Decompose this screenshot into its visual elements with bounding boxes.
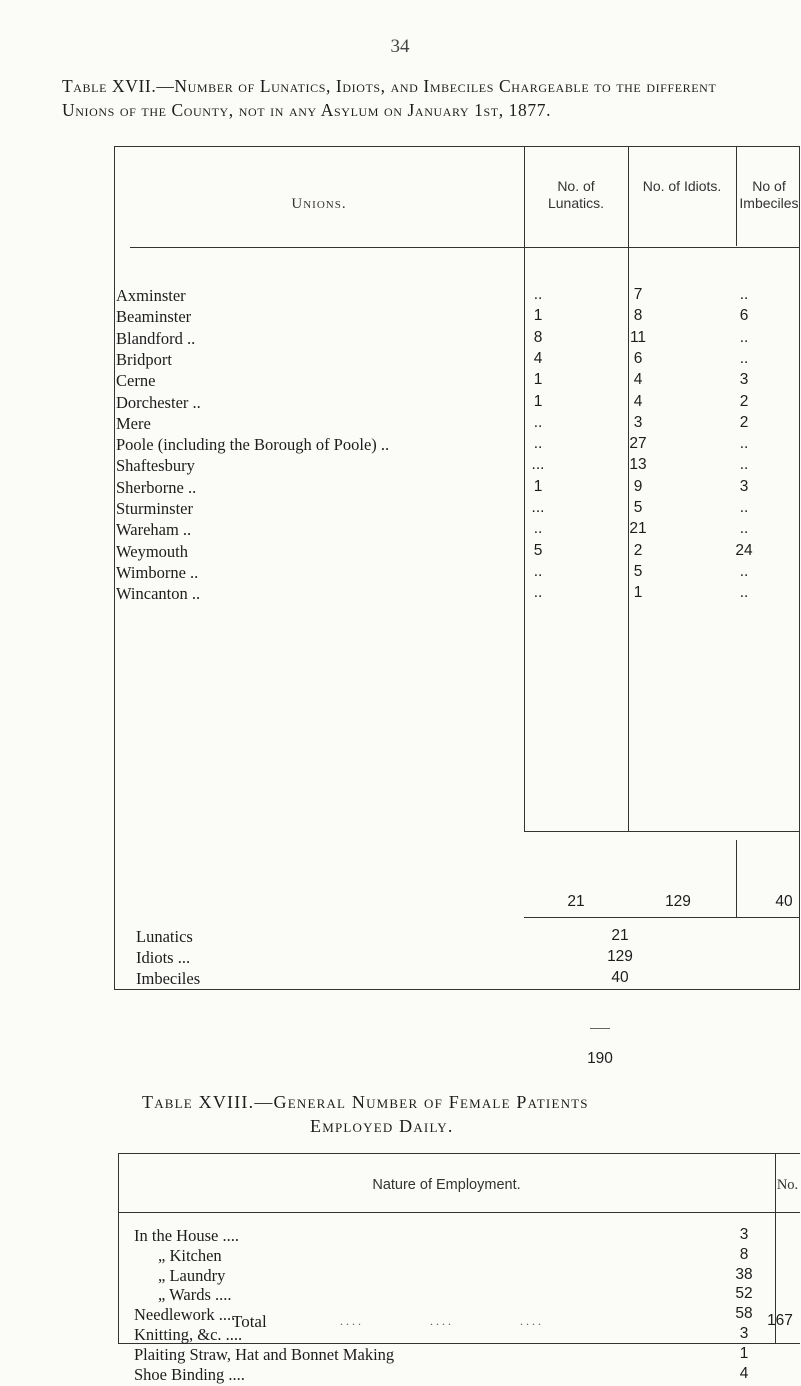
imbeciles-cell: .. xyxy=(739,349,749,367)
union-name: Dorchester .. xyxy=(116,392,201,412)
idiots-cell: 9 xyxy=(633,477,643,495)
total-label: Total xyxy=(232,1312,267,1331)
imbeciles-cell: 3 xyxy=(739,477,749,495)
header-unions: Unions. xyxy=(291,196,347,212)
lunatics-cell: ... xyxy=(531,456,545,474)
union-name: Poole (including the Borough of Poole) .. xyxy=(116,435,390,455)
header-lunatics: No. of Lunatics. xyxy=(547,178,605,211)
employment-name: In the House .... xyxy=(134,1226,239,1245)
table-row xyxy=(116,563,796,584)
total-value: 167 xyxy=(767,1312,793,1329)
employment-name: Plaiting Straw, Hat and Bonnet Making xyxy=(134,1344,395,1364)
imbeciles-cell: .. xyxy=(739,328,749,346)
table-18-top-rule xyxy=(118,1153,800,1154)
header-no: No. xyxy=(776,1177,799,1193)
lunatics-cell: .. xyxy=(533,413,543,431)
union-name: Weymouth xyxy=(116,541,188,561)
summary-row xyxy=(136,927,736,949)
employment-name: Shoe Binding .... xyxy=(134,1364,245,1384)
lunatics-cell: .. xyxy=(533,286,543,303)
employment-name: Needlework .... xyxy=(134,1305,236,1325)
table-row xyxy=(116,286,796,307)
table-row xyxy=(116,520,796,541)
table-17-title xyxy=(62,74,762,122)
summary-value: 40 xyxy=(611,969,629,986)
lunatics-cell: .. xyxy=(533,562,543,580)
employment-count: 38 xyxy=(735,1265,753,1283)
employment-count: 52 xyxy=(735,1285,753,1303)
employment-count: 58 xyxy=(735,1305,753,1323)
union-name: Cerne xyxy=(116,371,156,391)
table-17-left-rule xyxy=(114,146,115,989)
imbeciles-cell: .. xyxy=(739,456,749,474)
lunatics-cell: 4 xyxy=(533,349,543,367)
union-name: Mere xyxy=(116,413,151,433)
imbeciles-cell: 3 xyxy=(739,371,749,389)
list-item xyxy=(134,1345,784,1366)
union-name: Shaftesbury xyxy=(116,456,195,476)
employment-count: 3 xyxy=(739,1325,749,1342)
employment-name: „ Laundry xyxy=(158,1265,226,1285)
imbeciles-cell: 2 xyxy=(739,413,749,431)
lunatics-cell: 1 xyxy=(533,477,543,495)
idiots-cell: 27 xyxy=(629,435,647,453)
header-nature-of-employment: Nature of Employment. xyxy=(372,1177,521,1193)
summary-value: 129 xyxy=(607,948,633,965)
total-dots: .... .... .... xyxy=(340,1314,544,1328)
idiots-cell: 2 xyxy=(633,541,643,559)
table-row xyxy=(116,393,796,414)
header-bottom-rule xyxy=(130,247,800,248)
imbeciles-cell: .. xyxy=(739,435,749,453)
list-item xyxy=(134,1266,784,1287)
idiots-cell: 7 xyxy=(633,286,643,303)
union-name: Axminster xyxy=(116,286,186,305)
lunatics-cell: 5 xyxy=(533,541,543,559)
table-row xyxy=(116,307,796,328)
idiots-cell: 6 xyxy=(633,349,643,367)
lunatics-cell: ... xyxy=(531,499,545,516)
table-row xyxy=(116,456,796,477)
idiots-cell: 13 xyxy=(629,456,647,474)
imbeciles-cell: 6 xyxy=(739,307,749,325)
union-name: Bridport xyxy=(116,349,172,369)
total-imbeciles: 40 xyxy=(775,893,793,910)
total-lunatics: 21 xyxy=(567,893,585,910)
idiots-cell: 5 xyxy=(633,562,643,580)
lunatics-cell: .. xyxy=(533,584,543,602)
idiots-cell: 11 xyxy=(629,328,647,346)
table-18-title-line1: Table XVIII.—General Number of Female Patients xyxy=(142,1092,589,1112)
idiots-cell: 4 xyxy=(633,392,643,410)
imbeciles-cell: .. xyxy=(739,584,749,602)
idiots-cell: 5 xyxy=(633,499,643,516)
table-row xyxy=(116,499,796,520)
table-18-title-line2: Employed Daily. xyxy=(310,1116,454,1136)
summary-label: Lunatics xyxy=(136,927,193,946)
imbeciles-cell: 24 xyxy=(735,541,753,559)
union-name: Wimborne .. xyxy=(116,562,199,582)
summary-label: Imbeciles xyxy=(136,969,201,988)
imbeciles-cell: .. xyxy=(739,562,749,580)
col-divider-3b xyxy=(736,840,737,917)
list-item xyxy=(134,1246,784,1267)
idiots-cell: 21 xyxy=(629,520,647,538)
lunatics-cell: 1 xyxy=(533,307,543,325)
union-name: Blandford .. xyxy=(116,328,196,348)
union-name: Wincanton .. xyxy=(116,584,201,604)
lunatics-cell: .. xyxy=(533,435,543,453)
list-item xyxy=(134,1285,784,1306)
summary-row xyxy=(136,948,736,970)
idiots-cell: 3 xyxy=(633,413,643,431)
table-row xyxy=(116,435,796,456)
union-name: Sturminster xyxy=(116,499,193,518)
imbeciles-cell: .. xyxy=(739,499,749,516)
employment-count: 1 xyxy=(739,1344,749,1362)
lunatics-cell: 1 xyxy=(533,371,543,389)
table-row xyxy=(116,478,796,499)
employment-count: 4 xyxy=(739,1364,749,1382)
table-18-title xyxy=(142,1090,762,1138)
grand-total: 190 xyxy=(587,1050,613,1067)
employment-count: 8 xyxy=(739,1245,749,1263)
idiots-cell: 4 xyxy=(633,371,643,389)
table-17-title-prefix: Table XVII. xyxy=(62,76,157,96)
col-divider-3 xyxy=(736,146,737,246)
header-imbeciles: No of Imbeciles xyxy=(739,178,799,211)
summary-row xyxy=(136,969,736,991)
imbeciles-cell: 2 xyxy=(739,392,749,410)
table-row xyxy=(116,414,796,435)
idiots-cell: 1 xyxy=(633,584,643,602)
totals-bottom-rule xyxy=(524,917,800,918)
totals-top-rule xyxy=(524,831,800,832)
imbeciles-cell: .. xyxy=(739,286,749,303)
table-17-top-rule xyxy=(114,146,800,147)
table-17-right-rule xyxy=(799,146,800,989)
union-name: Wareham .. xyxy=(116,520,192,540)
header-idiots: No. of Idiots. xyxy=(642,178,722,194)
employment-count: 3 xyxy=(739,1226,749,1243)
table-17-title-rest: —Number of Lunatics, Idiots, and Imbeciles Chargeable to the different Unions of the County, not in any Asylum on January 1st, 1877. xyxy=(62,76,717,120)
table-row xyxy=(116,371,796,392)
lunatics-cell: 1 xyxy=(533,392,543,410)
lunatics-cell: .. xyxy=(533,520,543,538)
summary-value: 21 xyxy=(611,927,629,944)
employment-name: „ Wards .... xyxy=(158,1285,232,1305)
imbeciles-cell: .. xyxy=(739,520,749,538)
total-idiots: 129 xyxy=(665,893,691,910)
union-name: Beaminster xyxy=(116,307,192,327)
table-row xyxy=(116,584,796,605)
union-name: Sherborne .. xyxy=(116,477,197,497)
list-item xyxy=(134,1365,784,1386)
page-number: 34 xyxy=(390,36,410,57)
idiots-cell: 8 xyxy=(633,307,643,325)
sum-dash xyxy=(590,1028,610,1029)
lunatics-cell: 8 xyxy=(533,328,543,346)
summary-label: Idiots ... xyxy=(136,948,191,967)
employment-name: Knitting, &c. .... xyxy=(134,1325,243,1344)
table-18-header-rule xyxy=(118,1212,800,1213)
table-row xyxy=(116,542,796,563)
employment-name: „ Kitchen xyxy=(158,1245,222,1265)
list-item xyxy=(134,1226,784,1247)
table-row xyxy=(116,350,796,371)
table-row xyxy=(116,329,796,350)
